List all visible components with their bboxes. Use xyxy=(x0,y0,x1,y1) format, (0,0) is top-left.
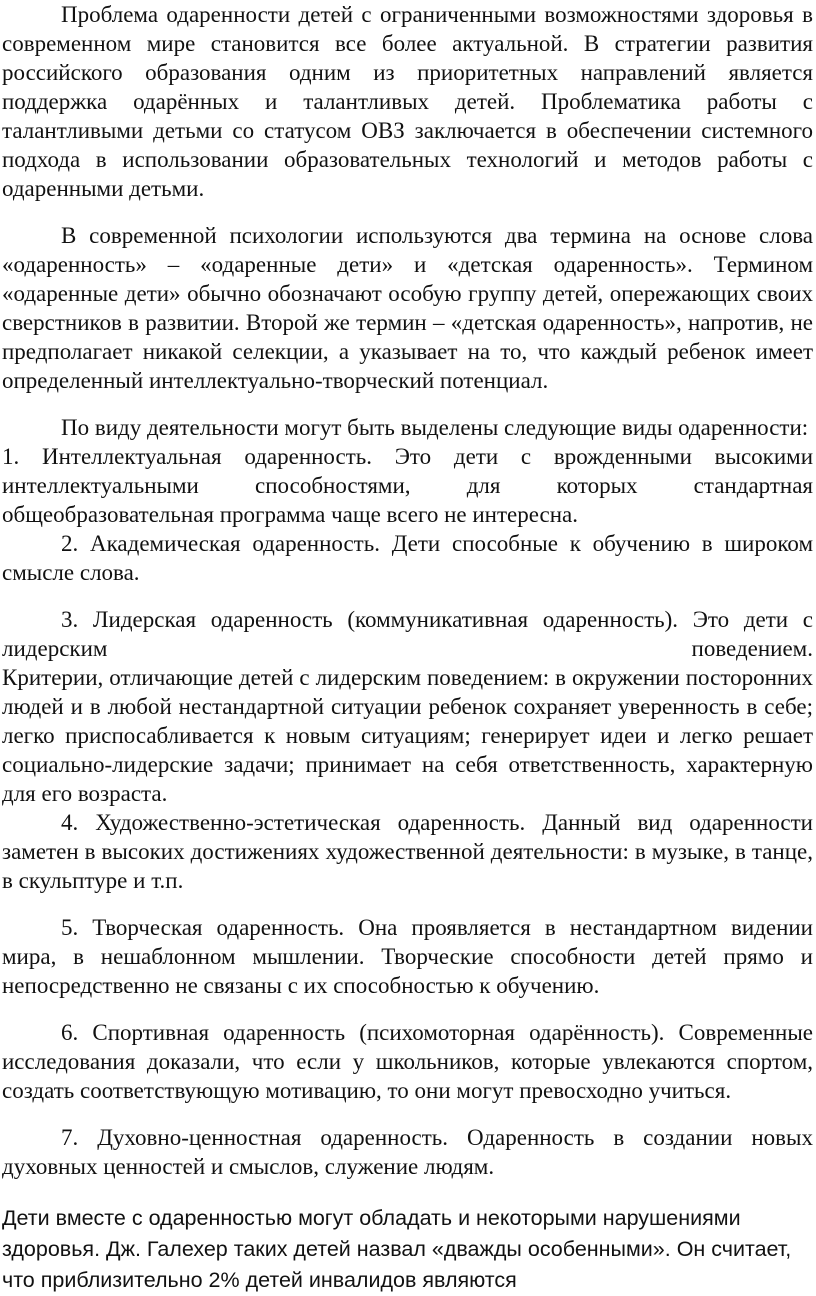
list-item-spiritual: 7. Духовно-ценностная одаренность. Одаренность в создании новых духовных ценностей и смыслов, служение людям. xyxy=(2,1125,813,1179)
paragraph-leadership-criteria: Критерии, отличающие детей с лидерским поведением: в окружении посторонних людей и в любой нестандартной ситуации ребенок сохраняет уверенность в себе; легко приспосабливается к новым ситуациям; генерирует идеи и легко решает социально-лидерские задачи; принимает на себя ответственность, характерную для его возраста. xyxy=(2,665,813,806)
paragraph-intro: Проблема одаренности детей с ограниченными возможностями здоровья в современном мире становится все более актуальной. В стратегии развития российского образования одним из приоритетных направлений является поддержка одарённых и талантливых детей. Проблематика работы с талантливыми детьми со статусом ОВЗ заключается в обеспечении системного подхода в использовании образовательных технологий и методов работы с одаренными детьми. xyxy=(2,2,813,201)
paragraph-types-lead: По виду деятельности могут быть выделены следующие виды одаренности: xyxy=(61,415,809,440)
list-item-academic: 2. Академическая одаренность. Дети способные к обучению в широком смысле слова. xyxy=(2,531,813,585)
list-item-intellectual: 1. Интеллектуальная одаренность. Это дети с врожденными высокими интеллектуальными способностями, для которых стандартная общеобразовательная программа чаще всего не интересна. xyxy=(2,444,813,527)
paragraph-terms: В современной психологии используются два термина на основе слова «одаренность» – «одаренные дети» и «детская одаренность». Термином «одаренные дети» обычно обозначают особую группу детей, опережающих своих сверстников в развитии. Второй же термин – «детская одаренность», напротив, не предполагает никакой селекции, а указывает на то, что каждый ребенок имеет определенный интеллектуально-творческий потенциал. xyxy=(2,223,813,393)
list-item-creative: 5. Творческая одаренность. Она проявляется в нестандартном видении мира, в нешаблонном мышлении. Творческие способности детей прямо и непосредственно не связаны с их способностью к обучению. xyxy=(2,915,813,998)
list-item-sport: 6. Спортивная одаренность (психомоторная одарённость). Современные исследования доказали, что если у школьников, которые увлекаются спортом, создать соответствующую мотивацию, то они могут превосходно учиться. xyxy=(2,1020,813,1103)
paragraph-twice-exceptional: Дети вместе с одаренностью могут обладать и некоторыми нарушениями здоровья. Дж. Галехер таких детей назвал «дважды особенными». Он считает, что приблизительно 2% детей инвалидов являются xyxy=(2,1206,792,1292)
list-item-artistic: 4. Художественно-эстетическая одаренность. Данный вид одаренности заметен в высоких достижениях художественной деятельности: в музыке, в танце, в скульптуре и т.п. xyxy=(2,810,813,893)
list-item-leadership: 3. Лидерская одаренность (коммуникативная одаренность). Это дети с лидерским поведением. xyxy=(2,607,813,661)
